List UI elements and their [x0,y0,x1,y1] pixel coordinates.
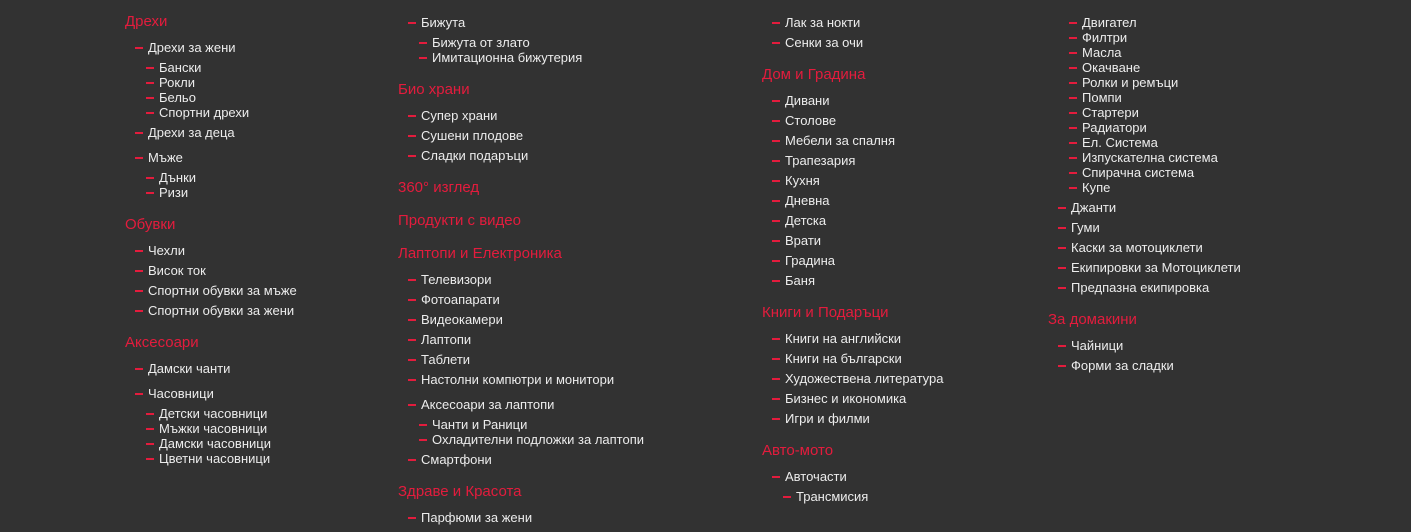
submenu-item-label: Спортни дрехи [159,105,250,120]
dash-bullet-icon [1069,82,1077,84]
dash-bullet-icon [1058,267,1066,269]
menu-item-label: Врати [785,233,822,248]
menu-item-аксесоари-за-лаптопи[interactable] [408,397,554,412]
menu-item-label: Джанти [1071,200,1117,215]
menu-item-label: Художествена литература [785,371,944,386]
menu-item-label: Сенки за очи [785,35,864,50]
category-продукти-с-видео[interactable] [398,212,521,230]
dash-bullet-icon [772,338,780,340]
menu-item-книги-на-английски[interactable] [772,331,901,346]
category-обувки[interactable] [125,216,175,234]
dash-bullet-icon [1058,287,1066,289]
menu-item-label: Висок ток [148,263,206,278]
menu-item-label: Трапезария [785,153,856,168]
dash-bullet-icon [772,180,780,182]
menu-item-label: Чайници [1071,338,1124,353]
dash-bullet-icon [408,135,416,137]
dash-bullet-icon [772,358,780,360]
dash-bullet-icon [1058,345,1066,347]
dash-bullet-icon [146,192,154,194]
menu-item-форми-за-сладки[interactable] [1058,358,1174,373]
menu-item-смартфони[interactable] [408,452,492,467]
submenu-item-label: Двигател [1082,15,1137,30]
dash-bullet-icon [146,97,154,99]
menu-item-чайници[interactable] [1058,338,1123,353]
menu-item-label: Видеокамери [421,312,503,327]
menu-item-label: Парфюми за жени [421,510,533,525]
dash-bullet-icon [419,424,427,426]
dash-bullet-icon [772,476,780,478]
dash-bullet-icon [408,404,416,406]
menu-item-бизнес-и-икономика[interactable] [772,391,906,406]
submenu-item-label: Стартери [1082,105,1139,120]
dash-bullet-icon [146,443,154,445]
dash-bullet-icon [146,428,154,430]
dash-bullet-icon [783,496,791,498]
menu-item-label: Сушени плодове [421,128,524,143]
category-label: Аксесоари [125,334,199,351]
menu-item-label: Чехли [148,243,185,258]
menu-item-label: Кухня [785,173,820,188]
dash-bullet-icon [408,299,416,301]
submenu-item-label: Ризи [159,185,189,200]
category-label: 360° изглед [398,179,480,196]
submenu-item-стартери[interactable] [1069,105,1139,120]
category-label: Продукти с видео [398,212,521,229]
dash-bullet-icon [146,82,154,84]
dash-bullet-icon [1058,207,1066,209]
submenu-item-филтри[interactable] [1069,30,1127,45]
dash-bullet-icon [135,47,143,49]
menu-item-фотоапарати[interactable] [408,292,500,307]
menu-item-детска[interactable] [772,213,826,228]
menu-item-бижута[interactable] [408,15,465,30]
submenu-item-label: Масла [1082,45,1122,60]
menu-item-врати[interactable] [772,233,821,248]
submenu-item-label: Детски часовници [159,406,268,421]
menu-item-label: Книги на български [785,351,902,366]
menu-item-екипировки-за-мотоциклети[interactable] [1058,260,1241,275]
category-книги-и-подаръци[interactable] [762,304,889,322]
submenu-item-изпускателна-система[interactable] [1069,150,1218,165]
dash-bullet-icon [1069,52,1077,54]
submenu-item-мъжки-часовници[interactable] [146,421,267,436]
submenu-item-label: Цветни часовници [159,451,271,466]
dash-bullet-icon [1069,172,1077,174]
dash-bullet-icon [135,250,143,252]
menu-item-гуми[interactable] [1058,220,1100,235]
submenu-item-label: Помпи [1082,90,1122,105]
menu-item-label: Гуми [1071,220,1100,235]
category-аксесоари[interactable] [125,334,199,352]
submenu-item-label: Имитационна бижутерия [432,50,583,65]
dash-bullet-icon [1058,247,1066,249]
menu-item-label: Предпазна екипировка [1071,280,1210,295]
submenu-item-бижута-от-злато[interactable] [419,35,530,50]
menu-item-таблети[interactable] [408,352,470,367]
submenu-item-имитационна-бижутерия[interactable] [419,50,582,65]
dash-bullet-icon [135,290,143,292]
dash-bullet-icon [135,368,143,370]
category-био-храни[interactable] [398,81,470,99]
menu-item-джанти[interactable] [1058,200,1116,215]
category-label: Книги и Подаръци [762,304,889,321]
dash-bullet-icon [408,22,416,24]
submenu-item-label: Дънки [159,170,197,185]
menu-item-предпазна-екипировка[interactable] [1058,280,1209,295]
dash-bullet-icon [408,359,416,361]
menu-item-label: Смартфони [421,452,492,467]
menu-item-игри-и-филми[interactable] [772,411,870,426]
submenu-item-купе[interactable] [1069,180,1110,195]
dash-bullet-icon [135,157,143,159]
submenu-item-чанти-и-раници[interactable] [419,417,527,432]
dash-bullet-icon [1069,187,1077,189]
category-360-изглед[interactable] [398,179,479,197]
dash-bullet-icon [772,418,780,420]
submenu-item-label: Трансмисия [796,489,869,504]
menu-item-спортни-обувки-за-мъже[interactable] [135,283,297,298]
submenu-item-спирачна-система[interactable] [1069,165,1194,180]
dash-bullet-icon [408,459,416,461]
menu-item-парфюми-за-жени[interactable] [408,510,532,525]
menu-item-книги-на-български[interactable] [772,351,902,366]
menu-item-label: Столове [785,113,837,128]
submenu-item-label: Филтри [1082,30,1128,45]
menu-item-label: Спортни обувки за мъже [148,283,297,298]
menu-item-авточасти[interactable] [772,469,847,484]
menu-item-label: Дрехи за деца [148,125,235,140]
dash-bullet-icon [772,280,780,282]
dash-bullet-icon [146,413,154,415]
dash-bullet-icon [146,177,154,179]
submenu-item-label: Ел. Система [1082,135,1158,150]
submenu-item-label: Рокли [159,75,196,90]
menu-item-label: Дрехи за жени [148,40,236,55]
menu-item-label: Авточасти [785,469,847,484]
menu-item-label: Лак за нокти [785,15,861,30]
dash-bullet-icon [772,378,780,380]
dash-bullet-icon [1069,67,1077,69]
category-label: Дрехи [125,13,168,30]
menu-item-каски-за-мотоциклети[interactable] [1058,240,1203,255]
dash-bullet-icon [408,155,416,157]
submenu-item-label: Купе [1082,180,1111,195]
submenu-item-label: Изпускателна система [1082,150,1218,165]
menu-item-мъже[interactable] [135,150,183,165]
submenu-item-радиатори[interactable] [1069,120,1147,135]
dash-bullet-icon [772,260,780,262]
category-label: Био храни [398,81,470,98]
menu-item-label: Спортни обувки за жени [148,303,295,318]
menu-item-label: Мебели за спалня [785,133,895,148]
submenu-item-дънки[interactable] [146,170,196,185]
submenu-item-окачване[interactable] [1069,60,1140,75]
dash-bullet-icon [1058,365,1066,367]
dash-bullet-icon [146,112,154,114]
menu-item-баня[interactable] [772,273,815,288]
submenu-item-бански[interactable] [146,60,201,75]
dash-bullet-icon [146,458,154,460]
menu-item-настолни-компютри-и-монитори[interactable] [408,372,614,387]
dash-bullet-icon [772,140,780,142]
menu-item-label: Дневна [785,193,830,208]
menu-item-видеокамери[interactable] [408,312,503,327]
menu-item-лаптопи[interactable] [408,332,471,347]
dash-bullet-icon [1069,97,1077,99]
menu-item-label: Мъже [148,150,183,165]
menu-item-label: Таблети [421,352,471,367]
dash-bullet-icon [1069,127,1077,129]
menu-item-label: Аксесоари за лаптопи [421,397,555,412]
menu-item-label: Супер храни [421,108,498,123]
menu-item-label: Настолни компютри и монитори [421,372,615,387]
menu-item-дивани[interactable] [772,93,830,108]
menu-item-label: Бизнес и икономика [785,391,907,406]
dash-bullet-icon [135,270,143,272]
category-label: Авто-мото [762,442,834,459]
submenu-item-label: Бижута от злато [432,35,530,50]
menu-item-label: Градина [785,253,836,268]
dash-bullet-icon [408,517,416,519]
menu-item-художествена-литература[interactable] [772,371,944,386]
menu-item-лак-за-нокти[interactable] [772,15,860,30]
dash-bullet-icon [1069,157,1077,159]
submenu-item-двигател[interactable] [1069,15,1137,30]
menu-item-часовници[interactable] [135,386,214,401]
category-label: Здраве и Красота [398,483,522,500]
category-дом-и-градина[interactable] [762,66,865,84]
menu-item-градина[interactable] [772,253,835,268]
submenu-item-помпи[interactable] [1069,90,1122,105]
dash-bullet-icon [772,100,780,102]
category-авто-мото[interactable] [762,442,833,460]
submenu-item-масла[interactable] [1069,45,1122,60]
menu-item-спортни-обувки-за-жени[interactable] [135,303,294,318]
dash-bullet-icon [419,57,427,59]
submenu-item-label: Ролки и ремъци [1082,75,1179,90]
category-label: Дом и Градина [762,66,866,83]
submenu-item-label: Дамски часовници [159,436,271,451]
menu-item-label: Форми за сладки [1071,358,1174,373]
menu-item-label: Каски за мотоциклети [1071,240,1203,255]
menu-item-label: Детска [785,213,827,228]
dash-bullet-icon [1069,142,1077,144]
dash-bullet-icon [1058,227,1066,229]
menu-item-label: Фотоапарати [421,292,500,307]
category-label: Обувки [125,216,176,233]
dash-bullet-icon [1069,112,1077,114]
submenu-item-ел-система[interactable] [1069,135,1158,150]
menu-item-дамски-чанти[interactable] [135,361,230,376]
dash-bullet-icon [772,200,780,202]
menu-item-label: Дамски чанти [148,361,231,376]
menu-item-label: Игри и филми [785,411,870,426]
submenu-item-детски-часовници[interactable] [146,406,267,421]
dash-bullet-icon [419,42,427,44]
submenu-item-label: Охладителни подложки за лаптопи [432,432,645,447]
dash-bullet-icon [772,240,780,242]
submenu-item-рокли[interactable] [146,75,195,90]
submenu-item-охладителни-подложки-за-лаптопи[interactable] [419,432,644,447]
menu-item-телевизори[interactable] [408,272,492,287]
dash-bullet-icon [408,339,416,341]
menu-item-label: Дивани [785,93,830,108]
category-дрехи[interactable] [125,13,167,31]
menu-item-мебели-за-спалня[interactable] [772,133,895,148]
dash-bullet-icon [146,67,154,69]
category-здраве-и-красота[interactable] [398,483,522,501]
menu-item-сушени-плодове[interactable] [408,128,523,143]
dash-bullet-icon [408,279,416,281]
menu-item-сенки-за-очи[interactable] [772,35,863,50]
category-label: Лаптопи и Електроника [398,245,562,262]
menu-item-висок-ток[interactable] [135,263,206,278]
dash-bullet-icon [1069,22,1077,24]
dash-bullet-icon [408,319,416,321]
submenu-item-дамски-часовници[interactable] [146,436,271,451]
submenu-item-ролки-и-ремъци[interactable] [1069,75,1178,90]
submenu-item-label: Бельо [159,90,196,105]
submenu-item-label: Радиатори [1082,120,1147,135]
menu-item-label: Телевизори [421,272,492,287]
menu-item-label: Лаптопи [421,332,472,347]
submenu-item-спортни-дрехи[interactable] [146,105,249,120]
category-лаптопи-и-електроника[interactable] [398,245,562,263]
menu-item-дрехи-за-жени[interactable] [135,40,236,55]
submenu-item-label: Спирачна система [1082,165,1195,180]
menu-item-столове[interactable] [772,113,836,128]
menu-item-label: Екипировки за Мотоциклети [1071,260,1241,275]
dash-bullet-icon [772,220,780,222]
dash-bullet-icon [772,120,780,122]
submenu-item-label: Окачване [1082,60,1141,75]
menu-item-чехли[interactable] [135,243,185,258]
dash-bullet-icon [772,22,780,24]
dash-bullet-icon [419,439,427,441]
menu-item-трапезария[interactable] [772,153,855,168]
menu-item-label: Книги на английски [785,331,902,346]
submenu-item-label: Бански [159,60,202,75]
menu-item-label: Баня [785,273,815,288]
submenu-item-цветни-часовници[interactable] [146,451,270,466]
submenu-item-label: Мъжки часовници [159,421,268,436]
dash-bullet-icon [408,379,416,381]
submenu-item-бельо[interactable] [146,90,196,105]
submenu-item-ризи[interactable] [146,185,188,200]
dash-bullet-icon [772,398,780,400]
menu-item-кухня[interactable] [772,173,820,188]
submenu-item-label: Чанти и Раници [432,417,528,432]
dash-bullet-icon [135,393,143,395]
dash-bullet-icon [135,132,143,134]
dash-bullet-icon [1069,37,1077,39]
menu-item-сладки-подаръци[interactable] [408,148,528,163]
menu-item-label: Сладки подаръци [421,148,529,163]
category-за-домакини[interactable] [1048,311,1137,329]
submenu-item-трансмисия[interactable] [783,489,868,504]
category-label: За домакини [1048,311,1137,328]
menu-item-супер-храни[interactable] [408,108,497,123]
dash-bullet-icon [772,160,780,162]
menu-item-label: Часовници [148,386,214,401]
dash-bullet-icon [408,115,416,117]
menu-item-дрехи-за-деца[interactable] [135,125,235,140]
menu-item-label: Бижута [421,15,466,30]
dash-bullet-icon [772,42,780,44]
menu-item-дневна[interactable] [772,193,830,208]
dash-bullet-icon [135,310,143,312]
